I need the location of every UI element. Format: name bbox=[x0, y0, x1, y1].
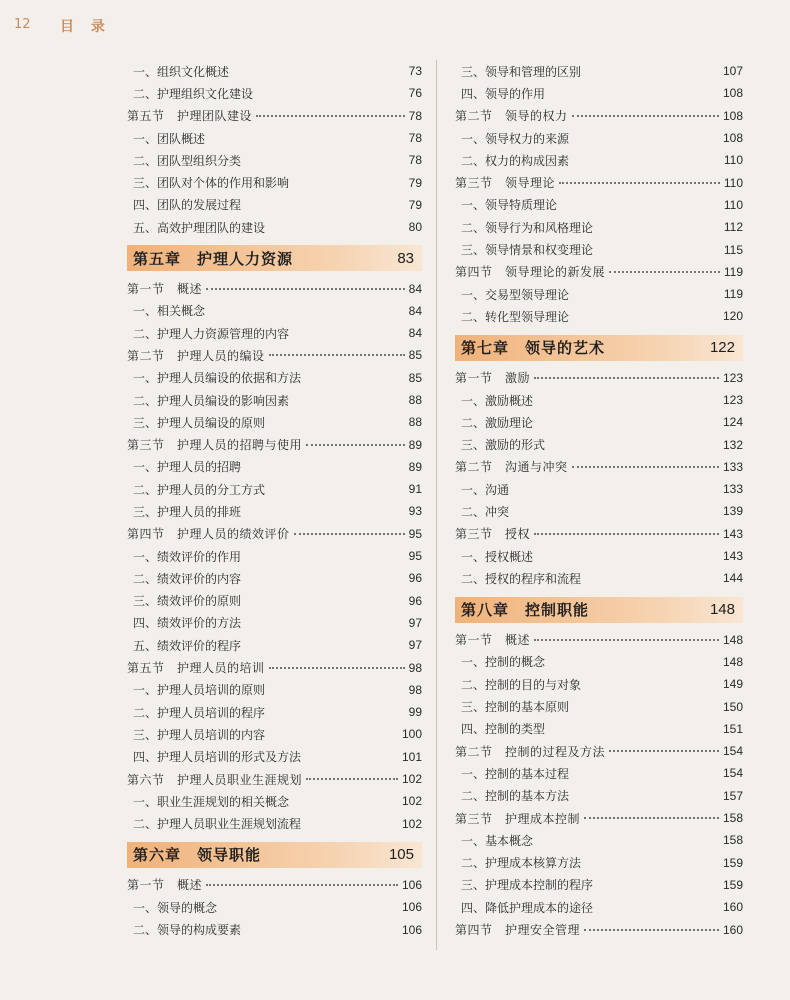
entry-page-number: 100 bbox=[401, 727, 422, 742]
toc-subsection-entry[interactable] bbox=[445, 82, 743, 104]
toc-section-entry[interactable] bbox=[445, 456, 743, 478]
chapter-page-number: 148 bbox=[709, 601, 735, 619]
toc-section-entry[interactable] bbox=[117, 277, 422, 299]
entry-title: 第三节 护理成本控制 bbox=[455, 811, 581, 826]
entry-title: 三、领导情景和权变理论 bbox=[461, 243, 594, 258]
toc-subsection-entry[interactable] bbox=[445, 567, 743, 589]
toc-subsection-entry[interactable] bbox=[117, 679, 422, 701]
toc-subsection-entry[interactable] bbox=[445, 896, 743, 918]
chapter-page-number: 83 bbox=[397, 249, 414, 267]
entry-title: 第三节 授权 bbox=[455, 527, 531, 542]
toc-section-entry[interactable] bbox=[445, 523, 743, 545]
toc-chapter-heading[interactable] bbox=[127, 842, 422, 868]
entry-page-number: 154 bbox=[722, 766, 743, 781]
toc-subsection-entry[interactable] bbox=[445, 238, 743, 260]
entry-page-number: 108 bbox=[722, 131, 743, 146]
entry-title: 二、护理成本核算方法 bbox=[461, 856, 582, 871]
dot-leader bbox=[609, 271, 720, 273]
entry-page-number: 151 bbox=[722, 721, 743, 736]
entry-title: 一、沟通 bbox=[461, 482, 510, 497]
entry-title: 三、护理人员的排班 bbox=[133, 504, 242, 519]
entry-title: 五、绩效评价的程序 bbox=[133, 638, 242, 653]
entry-page-number: 106 bbox=[401, 922, 422, 937]
entry-page-number: 93 bbox=[408, 504, 422, 519]
entry-page-number: 88 bbox=[408, 393, 422, 407]
entry-page-number: 88 bbox=[408, 415, 422, 430]
entry-page-number: 110 bbox=[723, 197, 743, 212]
entry-page-number: 102 bbox=[401, 816, 422, 831]
toc-subsection-entry[interactable] bbox=[117, 194, 422, 216]
toc-subsection-entry[interactable] bbox=[117, 634, 422, 656]
entry-page-number: 106 bbox=[401, 877, 422, 892]
toc-subsection-entry[interactable] bbox=[445, 545, 743, 567]
entry-page-number: 112 bbox=[723, 220, 743, 235]
entry-page-number: 99 bbox=[408, 705, 422, 720]
entry-title: 第一节 激励 bbox=[455, 371, 531, 386]
entry-title: 一、护理人员的招聘 bbox=[133, 460, 242, 475]
toc-subsection-entry[interactable] bbox=[445, 411, 743, 433]
entry-title: 二、护理组织文化建设 bbox=[133, 86, 254, 101]
entry-title: 五、高效护理团队的建设 bbox=[133, 220, 266, 235]
toc-subsection-entry[interactable] bbox=[445, 433, 743, 455]
dot-leader bbox=[534, 639, 719, 641]
entry-page-number: 120 bbox=[722, 309, 743, 324]
dot-leader bbox=[269, 354, 405, 356]
toc-subsection-entry[interactable] bbox=[117, 171, 422, 193]
entry-title: 二、护理人员职业生涯规划流程 bbox=[133, 817, 302, 832]
toc-subsection-entry[interactable] bbox=[117, 127, 422, 149]
entry-title: 四、团队的发展过程 bbox=[133, 198, 242, 213]
toc-subsection-entry[interactable] bbox=[117, 896, 422, 918]
entry-title: 一、绩效评价的作用 bbox=[133, 549, 242, 564]
toc-subsection-entry[interactable] bbox=[445, 874, 743, 896]
entry-page-number: 78 bbox=[408, 153, 422, 168]
entry-page-number: 78 bbox=[408, 131, 422, 146]
entry-title: 三、绩效评价的原则 bbox=[133, 594, 242, 609]
toc-section-entry[interactable] bbox=[445, 261, 743, 283]
entry-title: 三、团队对个体的作用和影响 bbox=[133, 176, 290, 191]
toc-section-entry[interactable] bbox=[117, 105, 422, 127]
entry-title: 一、领导的概念 bbox=[133, 900, 218, 915]
entry-title: 第二节 领导的权力 bbox=[455, 109, 568, 124]
dot-leader bbox=[609, 750, 719, 752]
dot-leader bbox=[269, 667, 405, 669]
entry-page-number: 143 bbox=[722, 549, 743, 564]
entry-title: 一、护理人员培训的原则 bbox=[133, 683, 266, 698]
entry-page-number: 98 bbox=[408, 682, 422, 697]
entry-title: 三、领导和管理的区别 bbox=[461, 64, 582, 79]
entry-page-number: 78 bbox=[408, 108, 422, 123]
toc-subsection-entry[interactable] bbox=[445, 673, 743, 695]
toc-subsection-entry[interactable] bbox=[117, 813, 422, 835]
entry-title: 一、团队概述 bbox=[133, 131, 206, 146]
entry-page-number: 133 bbox=[722, 482, 743, 497]
toc-subsection-entry[interactable] bbox=[117, 82, 422, 104]
entry-page-number: 108 bbox=[722, 86, 743, 101]
toc-section-entry[interactable] bbox=[117, 344, 422, 366]
entry-page-number: 96 bbox=[408, 593, 422, 608]
entry-page-number: 84 bbox=[408, 303, 422, 318]
toc-subsection-entry[interactable] bbox=[445, 283, 743, 305]
dot-leader bbox=[306, 778, 398, 780]
toc-subsection-entry[interactable] bbox=[117, 367, 422, 389]
chapter-title: 第五章 护理人力资源 bbox=[133, 249, 294, 268]
entry-page-number: 139 bbox=[722, 504, 743, 519]
entry-title: 二、激励理论 bbox=[461, 415, 534, 430]
entry-page-number: 110 bbox=[723, 175, 743, 190]
entry-title: 一、激励概述 bbox=[461, 393, 534, 408]
entry-page-number: 132 bbox=[722, 437, 743, 452]
dot-leader bbox=[584, 817, 719, 819]
chapter-title: 第六章 领导职能 bbox=[133, 846, 262, 865]
toc-section-entry[interactable] bbox=[445, 105, 743, 127]
dot-leader bbox=[256, 115, 405, 117]
entry-page-number: 150 bbox=[722, 699, 743, 714]
entry-page-number: 102 bbox=[401, 772, 422, 787]
toc-section-entry[interactable] bbox=[117, 656, 422, 678]
toc-subsection-entry[interactable] bbox=[117, 216, 422, 238]
entry-title: 四、护理人员培训的形式及方法 bbox=[133, 750, 302, 765]
entry-title: 四、绩效评价的方法 bbox=[133, 616, 242, 631]
toc-section-entry[interactable] bbox=[445, 918, 743, 940]
entry-page-number: 115 bbox=[723, 242, 743, 257]
toc-subsection-entry[interactable] bbox=[445, 852, 743, 874]
entry-title: 二、冲突 bbox=[461, 504, 510, 519]
dot-leader bbox=[584, 929, 719, 931]
entry-page-number: 79 bbox=[408, 197, 422, 212]
entry-title: 一、护理人员编设的依据和方法 bbox=[133, 371, 302, 386]
dot-leader bbox=[206, 884, 398, 886]
entry-title: 三、护理人员培训的内容 bbox=[133, 727, 266, 742]
toc-subsection-entry[interactable] bbox=[117, 590, 422, 612]
entry-page-number: 158 bbox=[722, 833, 743, 848]
entry-title: 三、控制的基本原则 bbox=[461, 700, 570, 715]
entry-page-number: 96 bbox=[408, 571, 422, 586]
entry-title: 一、交易型领导理论 bbox=[461, 287, 570, 302]
entry-page-number: 95 bbox=[408, 526, 422, 541]
dot-leader bbox=[306, 444, 405, 446]
toc-section-entry[interactable] bbox=[445, 367, 743, 389]
toc-subsection-entry[interactable] bbox=[117, 918, 422, 940]
dot-leader bbox=[572, 466, 719, 468]
toc-section-entry[interactable] bbox=[117, 874, 422, 896]
dot-leader bbox=[294, 533, 405, 535]
entry-page-number: 76 bbox=[408, 86, 422, 101]
toc-subsection-entry[interactable] bbox=[117, 545, 422, 567]
toc-subsection-entry[interactable] bbox=[117, 478, 422, 500]
entry-page-number: 97 bbox=[408, 615, 422, 630]
toc-subsection-entry[interactable] bbox=[117, 746, 422, 768]
toc-subsection-entry[interactable] bbox=[445, 785, 743, 807]
entry-title: 第五节 护理团队建设 bbox=[127, 109, 253, 124]
entry-title: 第四节 护理安全管理 bbox=[455, 923, 581, 938]
toc-subsection-entry[interactable] bbox=[445, 478, 743, 500]
entry-page-number: 84 bbox=[408, 281, 422, 296]
entry-page-number: 148 bbox=[722, 654, 743, 669]
toc-subsection-entry[interactable] bbox=[445, 695, 743, 717]
entry-page-number: 159 bbox=[722, 877, 743, 892]
entry-page-number: 98 bbox=[408, 660, 422, 675]
entry-page-number: 148 bbox=[722, 632, 743, 647]
toc-subsection-entry[interactable] bbox=[445, 194, 743, 216]
entry-page-number: 106 bbox=[401, 900, 422, 915]
toc-section-entry[interactable] bbox=[445, 807, 743, 829]
entry-page-number: 123 bbox=[722, 393, 743, 407]
entry-title: 一、基本概念 bbox=[461, 833, 534, 848]
toc-subsection-entry[interactable] bbox=[117, 389, 422, 411]
entry-title: 第一节 概述 bbox=[455, 633, 531, 648]
entry-title: 一、领导权力的来源 bbox=[461, 131, 570, 146]
toc-subsection-entry[interactable] bbox=[445, 149, 743, 171]
entry-title: 一、授权概述 bbox=[461, 549, 534, 564]
entry-title: 二、团队型组织分类 bbox=[133, 153, 242, 168]
entry-title: 二、转化型领导理论 bbox=[461, 309, 570, 324]
entry-page-number: 89 bbox=[408, 437, 422, 452]
toc-subsection-entry[interactable] bbox=[117, 300, 422, 322]
dot-leader bbox=[534, 377, 719, 379]
entry-page-number: 85 bbox=[408, 348, 422, 363]
entry-title: 二、领导行为和风格理论 bbox=[461, 220, 594, 235]
entry-title: 二、绩效评价的内容 bbox=[133, 571, 242, 586]
toc-section-entry[interactable] bbox=[445, 629, 743, 651]
entry-title: 一、控制的基本过程 bbox=[461, 766, 570, 781]
entry-title: 三、护理人员编设的原则 bbox=[133, 415, 266, 430]
toc-subsection-entry[interactable] bbox=[117, 60, 422, 82]
entry-title: 三、激励的形式 bbox=[461, 438, 546, 453]
toc-section-entry[interactable] bbox=[117, 523, 422, 545]
toc-chapter-heading[interactable] bbox=[455, 597, 743, 623]
page-title: 目 录 bbox=[60, 19, 111, 35]
page-number: 12 bbox=[14, 17, 31, 32]
entry-page-number: 95 bbox=[408, 549, 422, 564]
entry-page-number: 160 bbox=[722, 900, 743, 915]
dot-leader bbox=[206, 288, 405, 290]
dot-leader bbox=[534, 533, 719, 535]
entry-title: 二、权力的构成因素 bbox=[461, 153, 570, 168]
toc-subsection-entry[interactable] bbox=[117, 411, 422, 433]
entry-page-number: 108 bbox=[722, 108, 743, 123]
entry-title: 二、领导的构成要素 bbox=[133, 923, 242, 938]
entry-title: 二、控制的目的与对象 bbox=[461, 677, 582, 692]
entry-page-number: 84 bbox=[408, 326, 422, 341]
entry-title: 二、护理人员培训的程序 bbox=[133, 705, 266, 720]
entry-page-number: 73 bbox=[408, 64, 422, 79]
chapter-page-number: 122 bbox=[709, 339, 735, 357]
entry-title: 第四节 护理人员的绩效评价 bbox=[127, 527, 290, 542]
toc-subsection-entry[interactable] bbox=[445, 651, 743, 673]
entry-title: 二、护理人员的分工方式 bbox=[133, 482, 266, 497]
entry-title: 二、控制的基本方法 bbox=[461, 789, 570, 804]
toc-subsection-entry[interactable] bbox=[117, 790, 422, 812]
toc-section-entry[interactable] bbox=[445, 171, 743, 193]
toc-subsection-entry[interactable] bbox=[445, 305, 743, 327]
toc-section-entry[interactable] bbox=[117, 768, 422, 790]
toc-subsection-entry[interactable] bbox=[117, 456, 422, 478]
entry-title: 一、相关概念 bbox=[133, 304, 206, 319]
entry-title: 一、组织文化概述 bbox=[133, 64, 230, 79]
entry-page-number: 119 bbox=[723, 264, 743, 279]
toc-subsection-entry[interactable] bbox=[445, 127, 743, 149]
toc-chapter-heading[interactable] bbox=[127, 245, 422, 271]
entry-title: 一、控制的概念 bbox=[461, 655, 546, 670]
chapter-title: 第八章 控制职能 bbox=[461, 601, 590, 620]
entry-page-number: 107 bbox=[722, 64, 743, 79]
entry-title: 第二节 护理人员的编设 bbox=[127, 348, 265, 363]
entry-title: 二、护理人员编设的影响因素 bbox=[133, 393, 290, 408]
entry-page-number: 101 bbox=[401, 749, 422, 764]
toc-left-column bbox=[117, 60, 437, 950]
entry-title: 二、授权的程序和流程 bbox=[461, 571, 582, 586]
toc-section-entry[interactable] bbox=[445, 740, 743, 762]
dot-leader bbox=[559, 182, 720, 184]
toc-subsection-entry[interactable] bbox=[117, 612, 422, 634]
entry-title: 第六节 护理人员职业生涯规划 bbox=[127, 772, 303, 787]
toc-subsection-entry[interactable] bbox=[445, 389, 743, 411]
entry-page-number: 123 bbox=[722, 370, 743, 385]
toc-right-column bbox=[445, 60, 743, 941]
entry-page-number: 144 bbox=[722, 571, 743, 586]
toc-subsection-entry[interactable] bbox=[117, 149, 422, 171]
toc-subsection-entry[interactable] bbox=[445, 500, 743, 522]
entry-page-number: 97 bbox=[408, 638, 422, 653]
entry-page-number: 154 bbox=[722, 744, 743, 759]
toc-subsection-entry[interactable] bbox=[445, 60, 743, 82]
entry-page-number: 85 bbox=[408, 370, 422, 385]
entry-page-number: 102 bbox=[401, 794, 422, 809]
toc-subsection-entry[interactable] bbox=[117, 723, 422, 745]
entry-title: 四、控制的类型 bbox=[461, 722, 546, 737]
chapter-title: 第七章 领导的艺术 bbox=[461, 339, 606, 358]
toc-subsection-entry[interactable] bbox=[445, 216, 743, 238]
entry-page-number: 110 bbox=[723, 153, 743, 168]
toc-section-entry[interactable] bbox=[117, 433, 422, 455]
entry-page-number: 133 bbox=[722, 459, 743, 474]
toc-subsection-entry[interactable] bbox=[445, 718, 743, 740]
entry-page-number: 149 bbox=[722, 677, 743, 692]
entry-title: 第二节 沟通与冲突 bbox=[455, 460, 568, 475]
entry-page-number: 80 bbox=[408, 220, 422, 235]
entry-page-number: 159 bbox=[722, 855, 743, 870]
entry-title: 第一节 概述 bbox=[127, 878, 203, 893]
entry-page-number: 89 bbox=[408, 459, 422, 474]
entry-title: 第四节 领导理论的新发展 bbox=[455, 265, 606, 280]
entry-title: 第一节 概述 bbox=[127, 282, 203, 297]
entry-page-number: 91 bbox=[408, 482, 422, 497]
toc-subsection-entry[interactable] bbox=[117, 701, 422, 723]
entry-page-number: 119 bbox=[723, 287, 743, 302]
toc-subsection-entry[interactable] bbox=[117, 567, 422, 589]
toc-subsection-entry[interactable] bbox=[117, 322, 422, 344]
entry-page-number: 160 bbox=[722, 922, 743, 937]
toc-chapter-heading[interactable] bbox=[455, 335, 743, 361]
toc-subsection-entry[interactable] bbox=[445, 829, 743, 851]
entry-page-number: 158 bbox=[722, 811, 743, 826]
entry-title: 一、职业生涯规划的相关概念 bbox=[133, 794, 290, 809]
entry-title: 二、护理人力资源管理的内容 bbox=[133, 326, 290, 341]
entry-page-number: 157 bbox=[722, 788, 743, 803]
chapter-page-number: 105 bbox=[388, 846, 414, 864]
entry-page-number: 124 bbox=[722, 415, 743, 430]
entry-title: 第三节 领导理论 bbox=[455, 176, 556, 191]
entry-page-number: 79 bbox=[408, 175, 422, 190]
entry-title: 第二节 控制的过程及方法 bbox=[455, 744, 606, 759]
entry-title: 一、领导特质理论 bbox=[461, 198, 558, 213]
entry-title: 四、领导的作用 bbox=[461, 86, 546, 101]
toc-subsection-entry[interactable] bbox=[445, 762, 743, 784]
entry-title: 四、降低护理成本的途径 bbox=[461, 900, 594, 915]
entry-title: 第五节 护理人员的培训 bbox=[127, 661, 265, 676]
dot-leader bbox=[572, 115, 719, 117]
entry-title: 三、护理成本控制的程序 bbox=[461, 878, 594, 893]
entry-page-number: 143 bbox=[722, 526, 743, 541]
toc-subsection-entry[interactable] bbox=[117, 500, 422, 522]
entry-title: 第三节 护理人员的招聘与使用 bbox=[127, 438, 303, 453]
